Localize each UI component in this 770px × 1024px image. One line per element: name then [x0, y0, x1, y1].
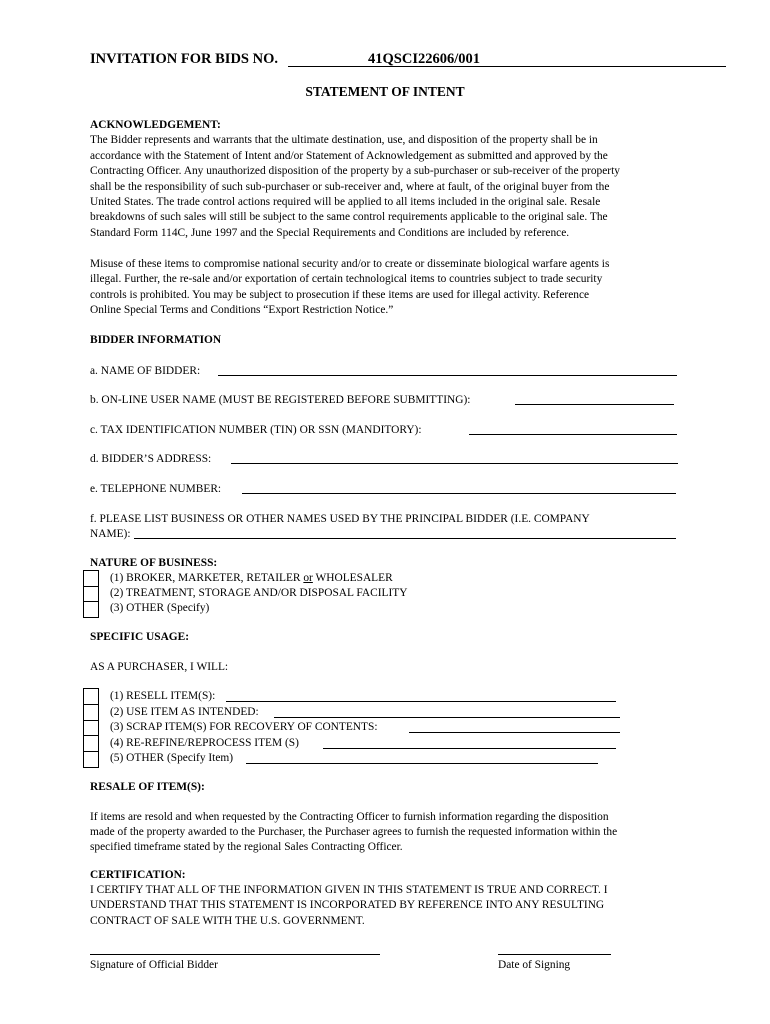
checkbox-other-business[interactable]	[84, 602, 98, 618]
tin-label: c. TAX IDENTIFICATION NUMBER (TIN) OR SSN (MANDITORY):	[90, 424, 422, 436]
user-name-field[interactable]	[515, 404, 674, 405]
checkbox-use-as-intended[interactable]	[84, 705, 98, 721]
ack-para2-line: controls is prohibited. You may be subject to prosecution if these items are used for illegal activity. Reference	[90, 289, 590, 301]
resale-line: If items are resold and when requested by the Contracting Officer to furnish information regarding the disposition	[90, 811, 609, 823]
tin-field[interactable]	[469, 434, 677, 435]
telephone-field[interactable]	[242, 493, 676, 494]
use-as-intended-field[interactable]	[274, 717, 620, 718]
checkbox-broker[interactable]	[84, 571, 98, 587]
acknowledgement-heading: ACKNOWLEDGEMENT:	[90, 119, 221, 131]
ack-para1-line: breakdowns of such sales will still be subject to the same control requirements applicable to the original sale. The	[90, 211, 608, 223]
ifb-label: INVITATION FOR BIDS NO.	[90, 51, 278, 67]
ifb-number-underline	[288, 66, 726, 67]
address-field[interactable]	[231, 463, 678, 464]
business-option-broker	[110, 571, 393, 585]
ack-para1-line: Standard Form 114C, June 1997 and the Special Requirements and Conditions are included by reference.	[90, 227, 570, 239]
business-option-wholesaler: WHOLESALER	[312, 572, 393, 584]
specific-usage-heading: SPECIFIC USAGE:	[90, 631, 190, 643]
doc-title: STATEMENT OF INTENT	[305, 84, 465, 99]
checkbox-re-refine[interactable]	[84, 736, 98, 752]
other-names-label: f. PLEASE LIST BUSINESS OR OTHER NAMES USED BY THE PRINCIPAL BIDDER (I.E. COMPANY	[90, 513, 590, 525]
date-label: Date of Signing	[498, 959, 571, 971]
or-underlined: or	[303, 572, 313, 584]
ifb-number: 41QSCI22606/001	[368, 51, 480, 67]
resale-line: made of the property awarded to the Purchaser, the Purchaser agrees to furnish the requested information within the	[90, 826, 618, 838]
certification-line: UNDERSTAND THAT THIS STATEMENT IS INCORPORATED BY REFERENCE INTO ANY RESULTING	[90, 899, 605, 911]
certification-line: CONTRACT OF SALE WITH THE U.S. GOVERNMENT.	[90, 915, 365, 927]
nature-of-business-checkboxes	[83, 570, 99, 618]
usage-checkboxes	[83, 688, 99, 768]
business-option-other: (3) OTHER (Specify)	[110, 602, 210, 614]
usage-option-use-as-intended: (2) USE ITEM AS INTENDED:	[110, 706, 259, 718]
signature-label: Signature of Official Bidder	[90, 959, 218, 971]
nature-of-business-heading: NATURE OF BUSINESS:	[90, 557, 218, 569]
name-of-bidder-label: a. NAME OF BIDDER:	[90, 365, 201, 377]
user-name-label: b. ON-LINE USER NAME (MUST BE REGISTERED BEFORE SUBMITTING):	[90, 394, 471, 406]
ack-para2-line: illegal. Further, the re-sale and/or exportation of certain technological items to countries subject to trade security	[90, 273, 603, 285]
usage-option-re-refine: (4) RE-REFINE/REPROCESS ITEM (S)	[110, 737, 299, 749]
ack-para1-line: accordance with the Statement of Intent and/or Statement of Acknowledgement as submitted and approved by the	[90, 150, 608, 162]
ack-para1-line: Contracting Officer. Any unauthorized disposition of the property by a sub-purchaser or sub-receiver of the property	[90, 165, 620, 177]
scrap-field[interactable]	[409, 732, 620, 733]
address-label: d. BIDDER’S ADDRESS:	[90, 453, 212, 465]
signature-field[interactable]	[90, 954, 380, 955]
ack-para1-line: The Bidder represents and warrants that the ultimate destination, use, and disposition of the property shall be in	[90, 134, 598, 146]
checkbox-treatment-facility[interactable]	[84, 587, 98, 602]
ack-para2-line: Online Special Terms and Conditions “Export Restriction Notice.”	[90, 304, 394, 316]
re-refine-field[interactable]	[323, 748, 616, 749]
usage-option-resell: (1) RESELL ITEM(S):	[110, 690, 216, 702]
resale-heading: RESALE OF ITEM(S):	[90, 781, 205, 793]
ack-para2-line: Misuse of these items to compromise national security and/or to create or disseminate biological warfare agents is	[90, 258, 610, 270]
usage-option-other: (5) OTHER (Specify Item)	[110, 752, 234, 764]
certification-heading: CERTIFICATION:	[90, 869, 186, 881]
business-option-broker-text: (1) BROKER, MARKETER, RETAILER	[110, 572, 304, 584]
telephone-label: e. TELEPHONE NUMBER:	[90, 483, 222, 495]
name-of-bidder-field[interactable]	[218, 375, 677, 376]
certification-line: I CERTIFY THAT ALL OF THE INFORMATION GIVEN IN THIS STATEMENT IS TRUE AND CORRECT. I	[90, 884, 608, 896]
as-purchaser-label: AS A PURCHASER, I WILL:	[90, 661, 229, 673]
bidder-information-heading: BIDDER INFORMATION	[90, 334, 222, 346]
ack-para1-line: shall be the responsibility of such sub-purchaser or sub-receiver and, where at fault, of the original buyer from the	[90, 181, 610, 193]
checkbox-resell[interactable]	[84, 689, 98, 705]
checkbox-scrap[interactable]	[84, 721, 98, 736]
date-field[interactable]	[498, 954, 611, 955]
other-usage-field[interactable]	[246, 763, 598, 764]
other-names-label-cont: NAME):	[90, 528, 131, 540]
other-names-field[interactable]	[134, 538, 676, 539]
ack-para1-line: United States. The trade control actions required will be applied to all items included in the original sale. Resale	[90, 196, 601, 208]
resell-field[interactable]	[226, 701, 616, 702]
checkbox-other-usage[interactable]	[84, 752, 98, 768]
business-option-treatment: (2) TREATMENT, STORAGE AND/OR DISPOSAL FACILITY	[110, 587, 408, 599]
resale-line: specified timeframe stated by the regional Sales Contracting Officer.	[90, 841, 403, 853]
usage-option-scrap: (3) SCRAP ITEM(S) FOR RECOVERY OF CONTENTS:	[110, 721, 378, 733]
